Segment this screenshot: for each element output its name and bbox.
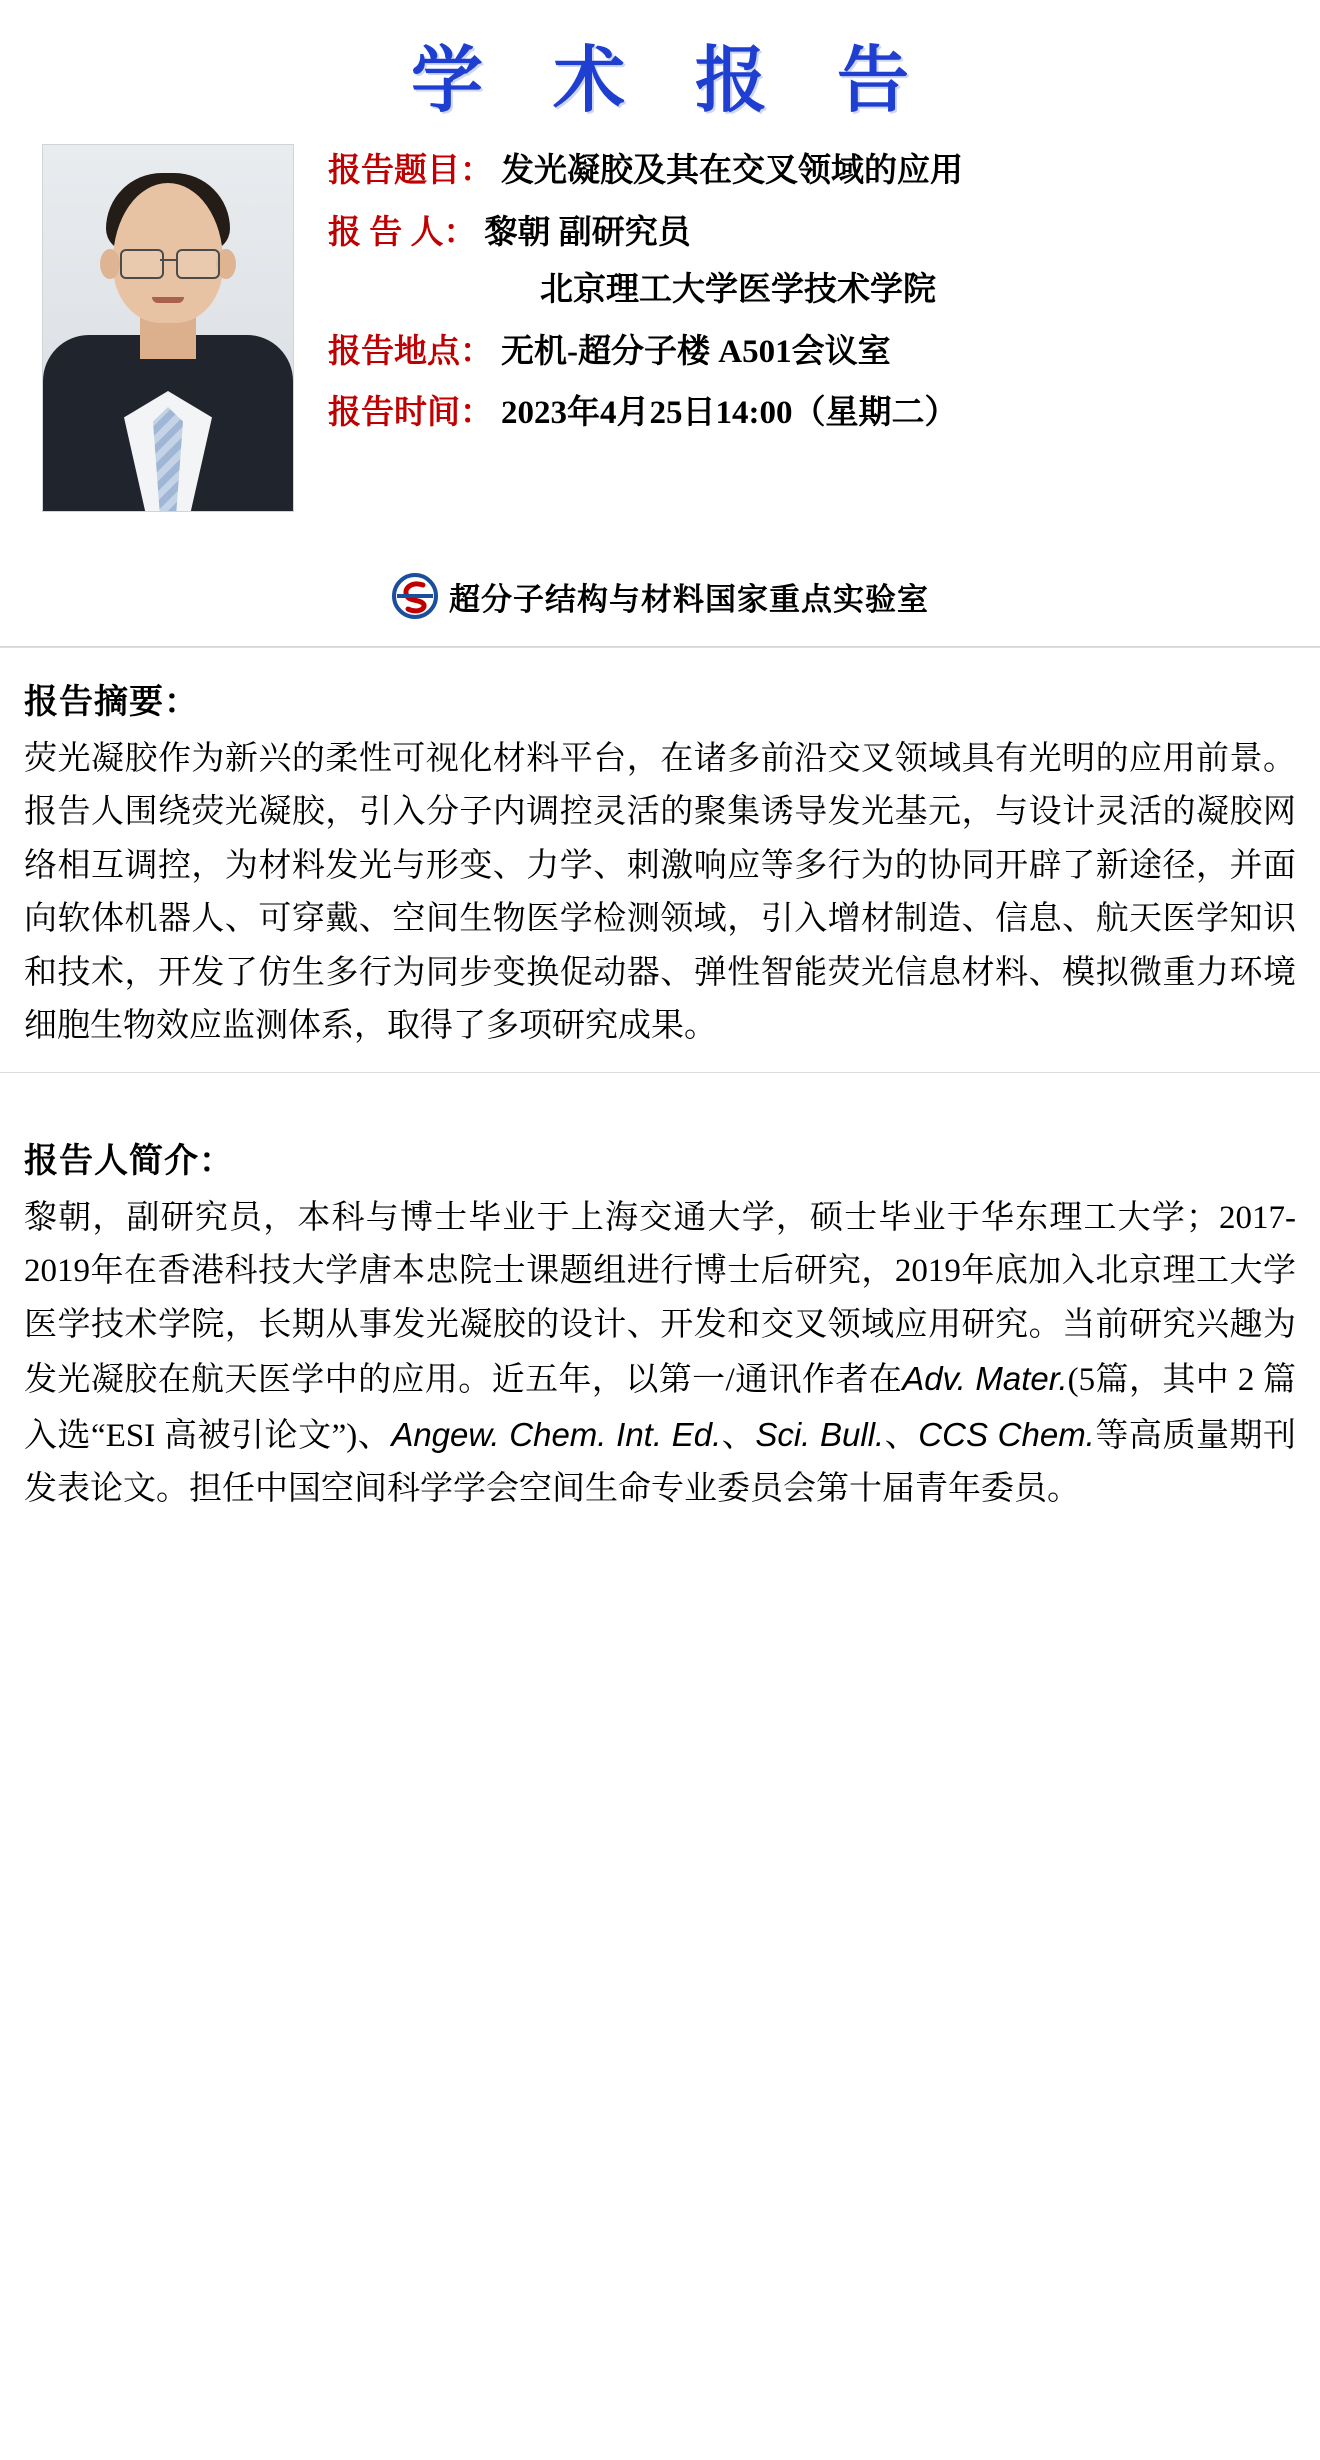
- bio-journal-1: Adv. Mater.: [902, 1360, 1068, 1398]
- speaker-label: 报 告 人：: [328, 214, 477, 251]
- bio-text-part2: (5篇，其中 2 篇入选“ESI 高被引论文”)、: [24, 1362, 1296, 1454]
- abstract-heading: 报告摘要：: [24, 684, 199, 721]
- bio-separator-2: 、: [884, 1417, 919, 1454]
- talk-title-line: [328, 150, 1300, 194]
- lab-row: [0, 572, 1320, 620]
- venue-line: [328, 331, 1300, 375]
- avatar: [42, 144, 294, 512]
- bio-text-part3: 等高质量期刊发表论文。担任中国空间科学学会空间生命专业委员会第十届青年委员。: [24, 1417, 1297, 1507]
- abstract-section: [0, 648, 1320, 1072]
- bio-journal-4: CCS Chem.: [918, 1415, 1095, 1453]
- bio-section: [0, 1107, 1320, 1535]
- speaker-photo-wrap: [42, 144, 294, 512]
- bio-text: [24, 1192, 1296, 1517]
- lab-name: 超分子结构与材料国家重点实验室: [449, 581, 929, 617]
- poster-header: [0, 0, 1320, 647]
- page-title: 学 术 报 告: [410, 41, 935, 121]
- bio-journal-2: Angew. Chem. Int. Ed.: [391, 1415, 722, 1453]
- talk-details: [294, 142, 1300, 454]
- bio-journal-3: Sci. Bull.: [755, 1415, 885, 1453]
- time-line: [328, 392, 1300, 436]
- time-value: 2023年4月25日14:00（星期二）: [501, 395, 958, 432]
- bio-heading: 报告人简介：: [24, 1142, 234, 1180]
- time-label: 报告时间：: [328, 395, 493, 432]
- abstract-text: 荧光凝胶作为新兴的柔性可视化材料平台，在诸多前沿交叉领域具有光明的应用前景。报告人围绕荧光凝胶，引入分子内调控灵活的聚集诱导发光基元，与设计灵活的凝胶网络相互调控，为材料发光与形变、力学、刺激响应等多行为的协同开辟了新途径，并面向软体机器人、可穿戴、空间生物医学检测领域，引入增材制造、信息、航天医学知识和技术，开发了仿生多行为同步变换促动器、弹性智能荧光信息材料、模拟微重力环境细胞生物效应监测体系，取得了多项研究成果。: [24, 741, 1296, 1045]
- speaker-affiliation-value: 北京理工大学医学技术学院: [540, 272, 936, 309]
- talk-title-value: 发光凝胶及其在交叉领域的应用: [501, 153, 963, 189]
- section-gap: [0, 1073, 1320, 1107]
- speaker-affiliation-line: [328, 269, 1300, 313]
- speaker-value: 黎朝 副研究员: [484, 214, 691, 251]
- speaker-line: [328, 212, 1300, 256]
- talk-title-label: 报告题目：: [328, 153, 493, 189]
- venue-label: 报告地点：: [328, 333, 493, 370]
- speaker-info-row: [0, 142, 1320, 512]
- venue-value: 无机-超分子楼 A501会议室: [501, 333, 891, 370]
- bio-separator-1: 、: [721, 1417, 756, 1454]
- supramolecular-lab-logo-icon: [391, 572, 439, 620]
- bio-text-part1: 黎朝，副研究员，本科与博士毕业于上海交通大学，硕士毕业于华东理工大学；2017-2019年在香港科技大学唐本忠院士课题组进行博士后研究，2019年底加入北京理工大学医学技术学院，长期从事发光凝胶的设计、开发和交叉领域应用研究。当前研究兴趣为发光凝胶在航天医学中的应用。近五年，以第一/通讯作者在: [24, 1199, 1296, 1399]
